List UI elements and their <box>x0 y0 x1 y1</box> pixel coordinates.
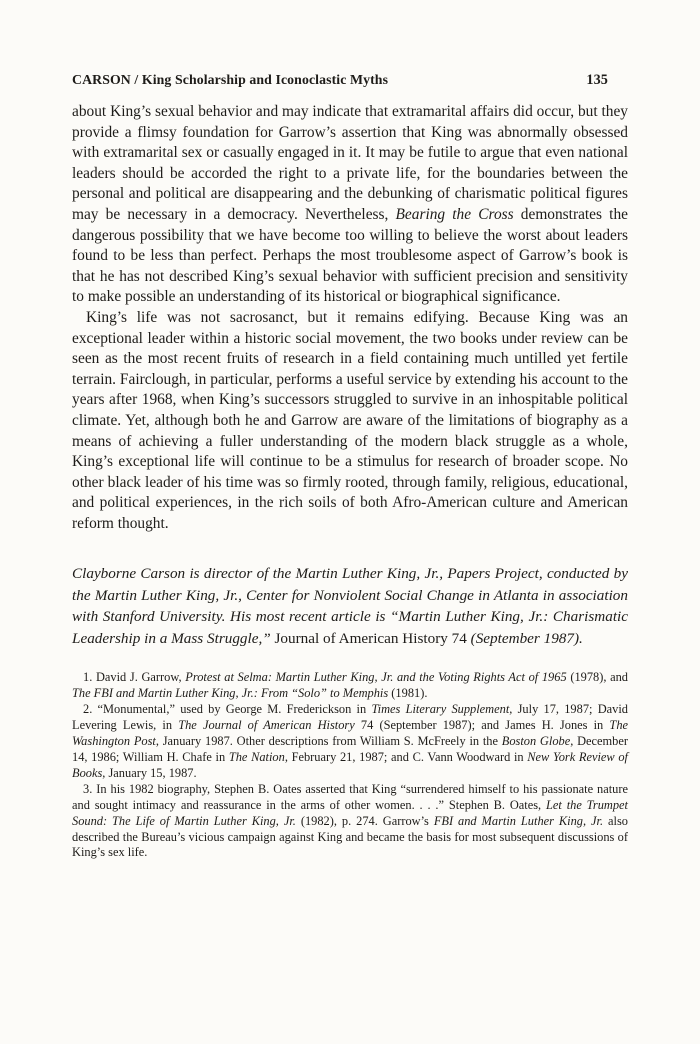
body-paragraph-1: about King’s sexual behavior and may indicate that extramarital affairs did occur, but they provide a flimsy foundation for Garrow’s assertion that King was abnormally obsessed with extramarital sex or casually engaged in it. It may be futile to argue that even national leaders should be accorded the right to a private life, for the boundaries between the personal and political are disappearing and the debunking of charismatic political figures may be necessary in a democracy. Nevertheless, Bearing the Cross demonstrates the dangerous possibility that we have become too willing to believe the worst about leaders found to be less than perfect. Perhaps the most troublesome aspect of Garrow’s book is that he has not described King’s sexual behavior with sufficient precision and sensitivity to make possible an understanding of its historical or biographical significance. <box>72 103 628 306</box>
footnote-2: 2. “Monumental,” used by George M. Frederickson in Times Literary Supplement, July 17, 1987; David Levering Lewis, in The Journal of American History 74 (September 1987); and James H. Jones in The Washington Post, January 1987. Other descriptions from William S. McFreely in the Boston Globe, December 14, 1986; William H. Chafe in The Nation, February 21, 1987; and C. Vann Woodward in New York Review of Books, January 15, 1987. <box>72 702 629 780</box>
running-head <box>72 72 628 89</box>
body-text <box>72 102 628 534</box>
footnotes <box>72 670 628 861</box>
body-paragraph-2: King’s life was not sacrosanct, but it remains edifying. Because King was an exceptional leader within a historic social movement, the two books under review can be seen as the most recent fruits of research in a field containing much untilled yet fertile terrain. Fairclough, in particular, performs a useful service by extending his account to the years after 1968, when King’s successors struggled to survive in an inhospitable political climate. Yet, although both he and Garrow are aware of the limitations of biography as a means of achieving a fuller understanding of the modern black struggle as a whole, King’s exceptional life will continue to be a stimulus for research of broader scope. No other black leader of his time was so firmly rooted, through family, religious, educational, and political experiences, in the rich soils of both Afro-American culture and American reform thought. <box>72 308 628 532</box>
author-bio <box>72 563 628 649</box>
footnote-3: 3. In his 1982 biography, Stephen B. Oates asserted that King “surrendered himself to his passionate nature and sought intimacy and reassurance in the arms of other women. . . .” Stephen B. Oates, Let the Trumpet Sound: The Life of Martin Luther King, Jr. (1982), p. 274. Garrow’s FBI and Martin Luther King, Jr. also described the Bureau’s vicious campaign against King and became the basis for most subsequent discussions of King’s sex life. <box>72 781 628 860</box>
text-block <box>72 102 628 861</box>
running-head-title: CARSON / King Scholarship and Iconoclastic Myths <box>72 72 389 87</box>
author-bio-paragraph: Clayborne Carson is director of the Martin Luther King, Jr., Papers Project, conducted by the Martin Luther King, Jr., Center for Nonviolent Social Change in Atlanta in association with Stanford University. His most recent article is “Martin Luther King, Jr.: Charismatic Leadership in a Mass Struggle,” Journal of American History 74 (September 1987). <box>72 565 628 647</box>
page-number: 135 <box>586 72 608 88</box>
footnote-1: 1. David J. Garrow, Protest at Selma: Martin Luther King, Jr. and the Voting Rights Act of 1965 (1978), and The FBI and Martin Luther King, Jr.: From “Solo” to Memphis (1981). <box>72 670 628 701</box>
